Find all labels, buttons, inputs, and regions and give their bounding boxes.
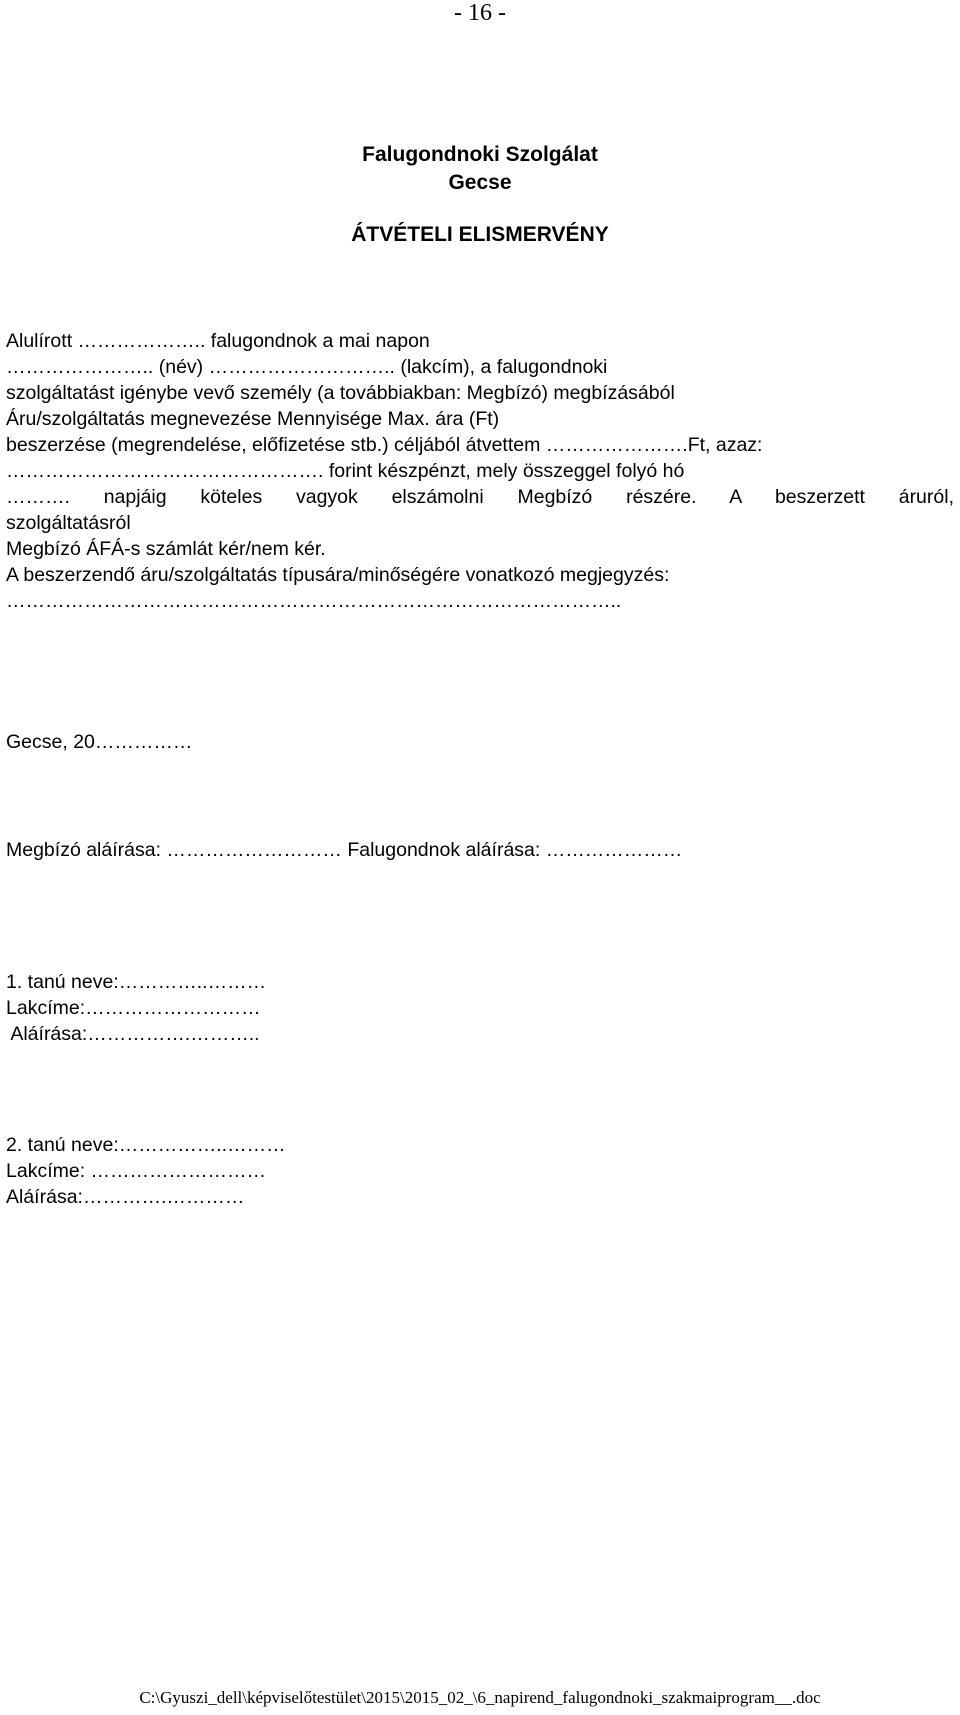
place-date: Gecse, 20…………… bbox=[6, 731, 193, 753]
witness2-signature: Aláírása:………….………… bbox=[6, 1186, 245, 1208]
body-line: ………. napjáig köteles vagyok elszámolni Megbízó részére. A beszerzett áruról, bbox=[6, 486, 954, 508]
body-line: Áru/szolgáltatás megnevezése Mennyisége Max. ára (Ft) bbox=[6, 408, 500, 430]
body-line: beszerzése (megrendelése, előfizetése stb.) céljából átvettem ………………….Ft, azaz: bbox=[6, 434, 763, 456]
body-line: A beszerzendő áru/szolgáltatás típusára/minőségére vonatkozó megjegyzés: bbox=[6, 564, 670, 586]
body-line: ………………….. (név) ……………………….. (lakcím), a falugondnoki bbox=[6, 356, 608, 378]
document-title: ÁTVÉTELI ELISMERVÉNY bbox=[351, 223, 609, 246]
witness2-address: Lakcíme: ……………………… bbox=[6, 1160, 267, 1182]
body-line: Megbízó ÁFÁ-s számlát kér/nem kér. bbox=[6, 538, 326, 560]
signature-line: Megbízó aláírása: ……………………… Falugondnok aláírása: ………………… bbox=[6, 839, 683, 861]
organization-heading: Falugondnoki Szolgálat bbox=[362, 143, 598, 166]
witness2-name: 2. tanú neve:……………..……… bbox=[6, 1134, 286, 1156]
body-line: szolgáltatásról bbox=[6, 512, 131, 534]
body-line: szolgáltatást igénybe vevő személy (a továbbiakban: Megbízó) megbízásából bbox=[6, 382, 675, 404]
witness1-name: 1. tanú neve:…………..……… bbox=[6, 971, 267, 993]
witness1-signature: Aláírása:…………….……….. bbox=[6, 1023, 260, 1045]
witness1-address: Lakcíme:……………………… bbox=[6, 997, 261, 1019]
body-line: ………………………………………………………………………………….. bbox=[6, 590, 622, 612]
footer-file-path: C:\Gyuszi_dell\képviselőtestület\2015\2015_02_\6_napirend_falugondnoki_szakmaiprogram__.doc bbox=[139, 1688, 821, 1707]
page-number: - 16 - bbox=[454, 0, 506, 26]
body-line: …………………………………………. forint készpénzt, mely összeggel folyó hó bbox=[6, 460, 685, 482]
body-line: Alulírott ……………….. falugondnok a mai napon bbox=[6, 330, 430, 352]
town-heading: Gecse bbox=[448, 171, 512, 194]
